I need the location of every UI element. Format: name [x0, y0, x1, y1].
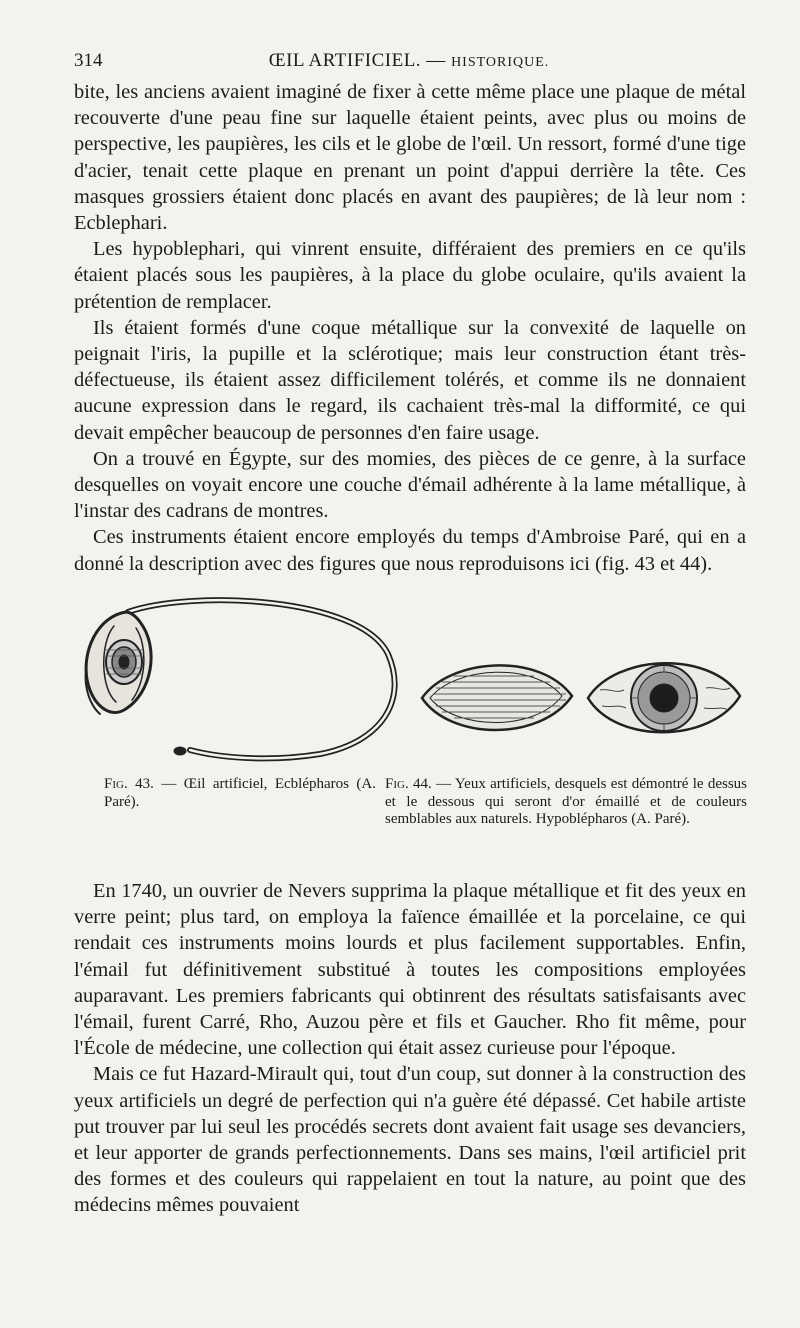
paragraph: Mais ce fut Hazard-Mirault qui, tout d'un coup, sut donner à la construction des yeux artificiels un degré de perfection qui n'a guère été dépassé. Cet habile artiste put trouver par lui seul les procédés secrets dont avaient fait usage ses devanciers, et leur apporter de grands perfectionnements. Dans ses mains, l'œil artificiel prit des formes et des couleurs qui rappelaient en tout la nature, au point que des médecins mêmes pouvaient — [74, 1063, 746, 1217]
figure-44-illustration — [410, 648, 745, 748]
paragraph: Ils étaient formés d'une coque métallique sur la convexité de laquelle on peignait l'iris, la pupille et la sclérotique; mais leur construction étant très-défectueuse, ils étaient assez difficilement tolérés, et comme ils ne donnaient aucune expression dans le regard, ils cachaient très-mal la difformité, ce qui devait empêcher beaucoup de personnes d'en faire usage. — [74, 316, 746, 444]
figure-44-label: Fig. 44. — [385, 776, 432, 792]
header-subtitle: HISTORIQUE. — [451, 55, 550, 70]
paragraph: bite, les anciens avaient imaginé de fixer à cette même place une plaque de métal recouverte d'une peau fine sur laquelle étaient peints, avec plus ou moins de perspective, les paupières, les cils et le globe de l'œil. Un ressort, formé d'une tige d'acier, tenait cette plaque en prenant un point d'appui derrière la tête. Ces masques grossiers étaient donc placés en avant des paupières; de là leur nom : Ecblephari. — [74, 81, 746, 235]
text-block-top — [74, 79, 746, 577]
figure-43-label: Fig. 43. — [104, 776, 154, 792]
paragraph: Ces instruments étaient encore employés du temps d'Ambroise Paré, qui en a donné la description avec des figures que nous reproduisons ici (fig. 43 et 44). — [74, 526, 746, 575]
running-title — [74, 50, 744, 72]
header-title: ŒIL ARTIFICIEL. — — [268, 50, 446, 71]
figure-43-caption — [104, 776, 376, 811]
paragraph: On a trouvé en Égypte, sur des momies, des pièces de ce genre, à la surface desquelles on voyait encore une couche d'émail adhérente à la lame métallique, à l'instar des cadrans de montres. — [74, 447, 746, 523]
figure-44-caption — [385, 776, 747, 829]
page-number: 314 — [74, 50, 103, 71]
paragraph: Les hypoblephari, qui vinrent ensuite, différaient des premiers en ce qu'ils étaient placés sous les paupières, à la place du globe oculaire, qu'ils avaient la prétention de remplacer. — [74, 238, 746, 313]
running-header — [74, 46, 744, 76]
figure-43-text: — Œil artificiel, Ecblépharos (A. Paré). — [104, 776, 377, 810]
text-block-bottom — [74, 878, 746, 1219]
figure-43-illustration — [70, 592, 400, 772]
paragraph: En 1740, un ouvrier de Nevers supprima la plaque métallique et fit des yeux en verre peint; plus tard, on employa la faïence émaillée et la porcelaine, ce qui rendait ces instruments moins lourds et plus facilement supportables. Enfin, l'émail fut définitivement substitué à toutes les compositions employées auparavant. Les premiers fabricants qui obtinrent des résultats satisfaisants avec l'émail, furent Carré, Rho, Auzou père et fils et Gaucher. Rho fit même, pour l'École de médecine, une collection qui était assez curieuse pour l'époque. — [74, 880, 746, 1060]
figure-44-text: — Yeux artificiels, desquels est démontré le dessus et le dessous qui seront d'or émaillé et de couleurs semblables aux naturels. Hypoblépharos (A. Paré). — [385, 776, 748, 827]
